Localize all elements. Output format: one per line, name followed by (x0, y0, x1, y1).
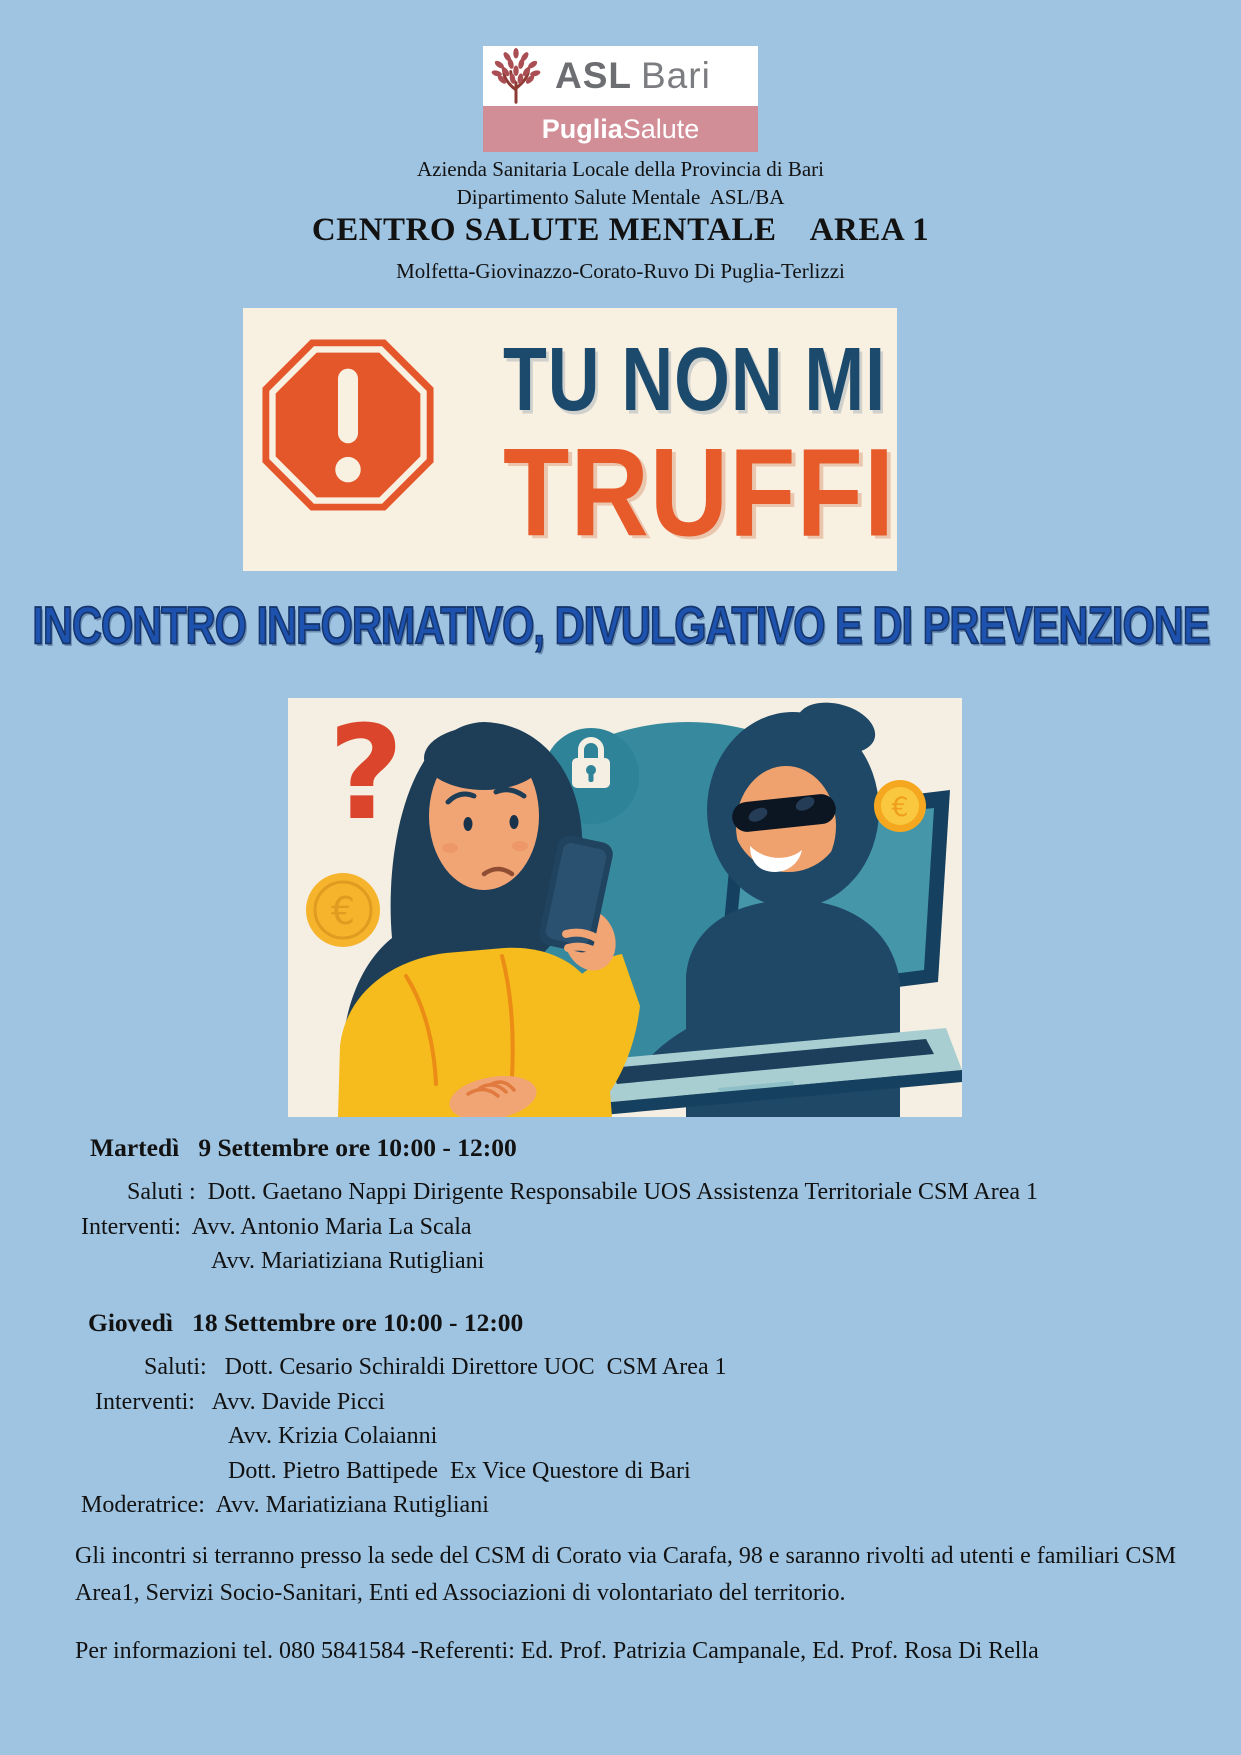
svg-text:€: € (891, 792, 909, 823)
cities-line: Molfetta-Giovinazzo-Corato-Ruvo Di Puglia-Terlizzi (396, 259, 845, 283)
svg-text:€: € (330, 889, 356, 933)
event-line-speaker: Dott. Pietro Battipede Ex Vice Questore di Bari (228, 1457, 691, 1484)
euro-coin-icon (874, 780, 926, 832)
event-title: Giovedì 18 Settembre ore 10:00 - 12:00 (88, 1308, 524, 1337)
event-title: Martedì 9 Settembre ore 10:00 - 12:00 (90, 1133, 517, 1162)
event-line-saluti: Saluti: Dott. Cesario Schiraldi Direttore UOC CSM Area 1 (144, 1354, 727, 1380)
stop-sign-exclamation-icon (257, 332, 439, 518)
event-line-speaker: Avv. Krizia Colaianni (228, 1423, 438, 1449)
department-line: Dipartimento Salute Mentale ASL/BA (456, 185, 785, 209)
logo-asl-text: ASL (555, 55, 632, 96)
event-line-interventi: Interventi: Avv. Davide Picci (95, 1388, 385, 1415)
event-line-interventi: Interventi: Avv. Antonio Maria La Scala (81, 1213, 472, 1240)
asl-bari-wordmark (555, 55, 711, 97)
contact-info-line: Per informazioni tel. 080 5841584 -Referenti: Ed. Prof. Patrizia Campanale, Ed. Prof. Rosa Di Rella (75, 1638, 1039, 1664)
question-mark-icon: ? (328, 698, 404, 849)
asl-logo-tree-icon (491, 48, 541, 104)
logo-bari-text: Bari (641, 55, 711, 96)
logo-puglia-text: Puglia (541, 113, 623, 144)
asl-bari-logo (483, 46, 758, 152)
event-line-moderatrice: Moderatrice: Avv. Mariatiziana Rutigliani (81, 1492, 489, 1518)
subtitle-row (0, 594, 1241, 655)
event-line-speaker: Avv. Mariatiziana Rutigliani (211, 1248, 485, 1274)
subtitle-text: INCONTRO INFORMATIVO, DIVULGATIVO E DI PREVENZIONE (31, 595, 1210, 655)
euro-coin-icon (306, 873, 380, 947)
logo-salute-text: Salute (622, 113, 700, 144)
banner-title-line2: TRUFFI (503, 422, 896, 563)
scam-awareness-illustration (288, 698, 962, 1117)
puglia-salute-strip (483, 106, 758, 152)
org-name-line: Azienda Sanitaria Locale della Provincia di Bari (416, 157, 824, 181)
center-title-line: CENTRO SALUTE MENTALE AREA 1 (311, 212, 930, 248)
banner-title-line1: TU NON MI (503, 328, 886, 430)
venue-paragraph: Gli incontri si terranno presso la sede del CSM di Corato via Carafa, 98 e saranno rivolti ad utenti e familiari CSM Area1, Servizi Socio-Sanitari, Enti ed Associazioni di volontariato del territorio. (75, 1543, 1177, 1606)
event-line-saluti: Saluti : Dott. Gaetano Nappi Dirigente Responsabile UOS Assistenza Territoriale CSM Area 1 (127, 1179, 1039, 1205)
event-block-thursday (78, 1308, 727, 1523)
event-block-tuesday (78, 1133, 1038, 1279)
asl-bari-logo-top (483, 46, 758, 106)
truffi-banner (243, 308, 897, 571)
